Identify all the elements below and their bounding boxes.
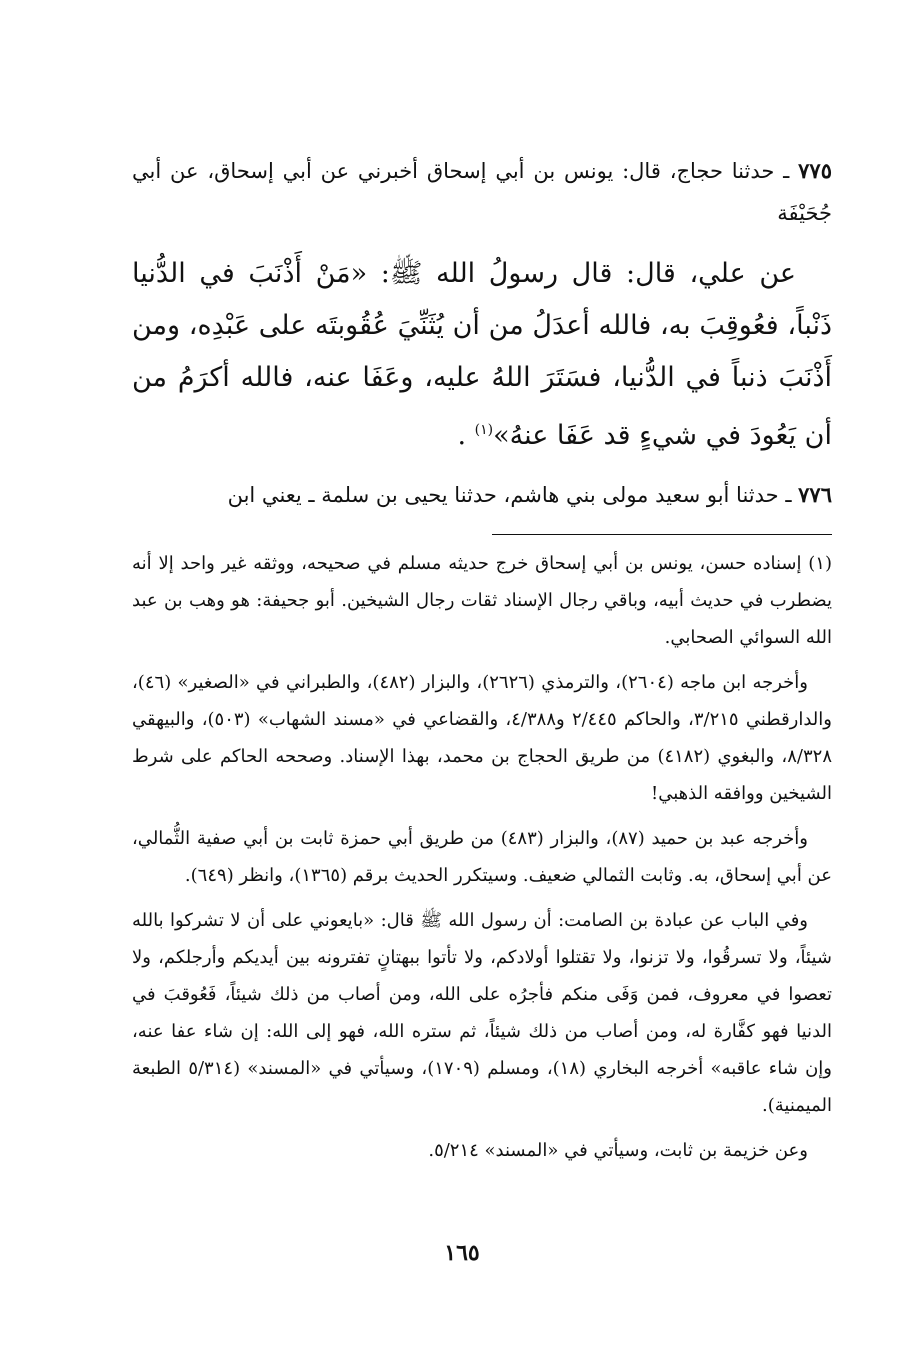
footnote-1: (١) إسناده حسن، يونس بن أبي إسحاق خرج حديثه مسلم في صحيحه، ووثقه غير واحد إلا أنه يضطرب في حديث أبيه، وباقي رجال الإسناد ثقات رجال الشيخين. أبو جحيفة: هو وهب بن عبد الله السوائي الصحابي. [132,553,832,648]
hadith-776-number: ٧٧٦ [798,482,832,507]
footnote-paragraph-khuzaymah: وعن خزيمة بن ثابت، وسيأتي في «المسند» ٥/٢١٤. [428,1140,808,1161]
hadith-776-intro [132,474,832,516]
page-body [132,150,832,1177]
footnote-reference: (١) [474,422,494,438]
hadith-775-text [132,248,832,462]
footnote-paragraph-takhrij: وأخرجه ابن ماجه (٢٦٠٤)، والترمذي (٢٦٢٦)، والبزار (٤٨٢)، والطبراني في «الصغير» (٤٦)، والدارقطني ٣/٢١٥، والحاكم ٢/٤٤٥ و٤/٣٨٨، والقضاعي في «مسند الشهاب» (٥٠٣)، والبيهقي ٨/٣٢٨، والبغوي (٤١٨٢) من طريق الحجاج بن محمد، بهذا الإسناد. وصححه الحاكم على شرط الشيخين ووافقه الذهبي! [132,672,832,804]
footnote-paragraph-ubadah: وفي الباب عن عبادة بن الصامت: أن رسول الله ﷺ قال: «بايعوني على أن لا تشركوا بالله شيئاً، ولا تسرقُوا، ولا تزنوا، ولا تقتلوا أولادكم، ولا تأتوا ببهتانٍ تفترونه بين أيديكم وأرجلكم، ولا تعصوا في معروف، فمن وَفَى منكم فأجرُه على الله، ومن أصاب من ذلك شيئاً، فَعُوقبَ في الدنيا فهو كفَّارة له، ومن أصاب من ذلك شيئاً، ثم ستره الله، فهو إلى الله: إن شاء عفا عنه، وإن شاء عاقبه» أخرجه البخاري (١٨)، ومسلم (١٧٠٩)، وسيأتي في «المسند» (٥/٣١٤ الطبعة الميمنية). [132,910,832,1116]
hadith-776-isnad: ـ حدثنا أبو سعيد مولى بني هاشم، حدثنا يحيى بن سلمة ـ يعني ابن [227,483,792,507]
hadith-775-intro [132,150,832,234]
hadith-775-isnad: ـ حدثنا حجاج، قال: يونس بن أبي إسحاق أخبرني عن أبي إسحاق، عن أبي جُحَيْفَة [132,159,832,225]
hadith-775-number: ٧٧٥ [798,158,832,183]
hadith-775-matn: عن علي، قال: قال رسولُ الله ﷺ: «مَنْ أَذْنَبَ في الدُّنيا ذَنْباً، فعُوقِبَ به، فالله أعدَلُ من أن يُثَنِّيَ عُقُوبتَه على عَبْدِه، ومن أَذْنَبَ ذنباً في الدُّنيا، فسَتَرَ اللهُ عليه، وعَفَا عنه، فالله أكرَمُ من أن يَعُودَ في شيءٍ قد عَفَا عنهُ» [132,258,832,451]
footnote-divider [492,534,832,535]
footnote-paragraph-other-route: وأخرجه عبد بن حميد (٨٧)، والبزار (٤٨٣) من طريق أبي حمزة ثابت بن أبي صفية الثُّمالي، عن أبي إسحاق، به. وثابت الثمالي ضعيف. وسيتكرر الحديث برقم (١٣٦٥)، وانظر (٦٤٩). [132,828,832,886]
page-number: ١٦٥ [444,1240,480,1266]
hadith-775-end-mark: . [457,420,467,451]
